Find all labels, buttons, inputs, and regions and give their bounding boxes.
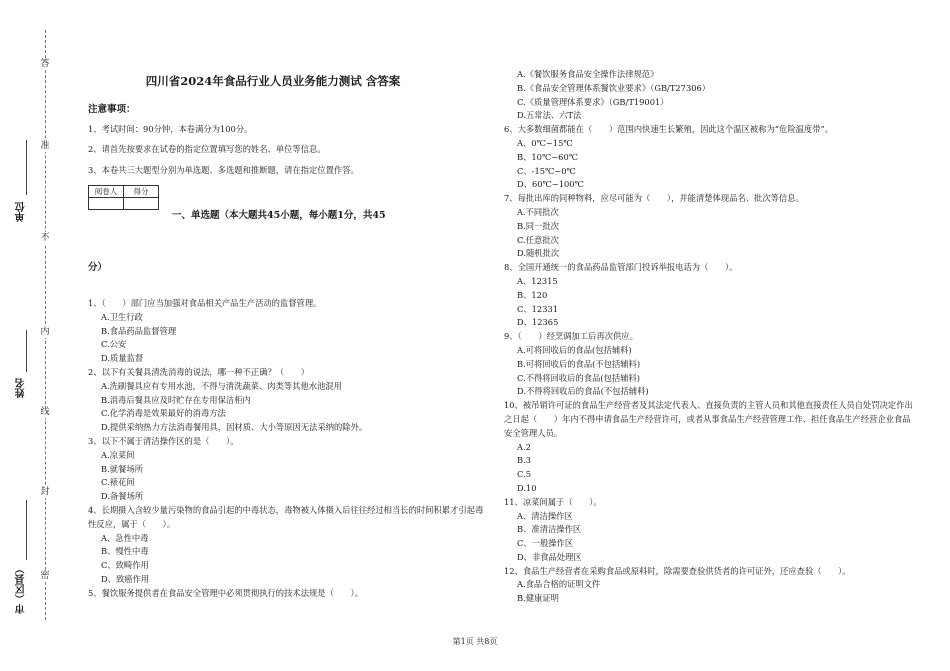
answer-option[interactable]: B.食品药品监督管理 — [101, 325, 177, 336]
question-text: 2、以下有关餐具清洗消毒的说法，哪一种不正确？（ ） — [88, 366, 309, 377]
notice-block — [88, 103, 488, 210]
question-text: 1、（ ）部门应当加强对食品相关产品生产活动的监督管理。 — [88, 298, 322, 308]
question-text: 8、全国开通统一的食品药品监管部门投诉举报电话为（ ）。 — [504, 262, 738, 273]
answer-option[interactable]: B.就餐场所 — [101, 463, 143, 474]
page-title: 四川省2024年食品行业人员业务能力测试 含答案 — [145, 74, 401, 88]
answer-option[interactable]: B、120 — [517, 289, 548, 300]
answer-option[interactable]: B.《食品安全管理体系餐饮业要求》（GB/T27306） — [517, 82, 711, 93]
notice-item: 3、本卷共三大题型分别为单选题、多选题和推断题，请在指定位置作答。 — [88, 165, 359, 176]
score-cell[interactable] — [124, 197, 159, 209]
answer-option[interactable]: D.质量监督 — [101, 353, 144, 364]
seal-char: 内 — [40, 327, 50, 337]
answer-option[interactable]: A.不同批次 — [517, 206, 559, 217]
answer-option[interactable]: C.公安 — [101, 339, 127, 350]
question-text: 3、以下不属于清洁操作区的是（ ）。 — [88, 435, 239, 446]
answer-option[interactable]: D.不得将回收后的食品(不包括辅料) — [517, 386, 649, 397]
answer-option[interactable]: B、10℃~60℃ — [517, 151, 579, 162]
answer-option[interactable]: D、致癌作用 — [101, 573, 150, 584]
question-text: 5、餐饮服务提供者在食品安全管理中必须贯彻执行的技术法规是（ ）。 — [88, 587, 363, 598]
answer-option[interactable]: A.2 — [517, 441, 531, 452]
answer-option[interactable]: B.健康证明 — [517, 593, 559, 604]
answer-option[interactable]: D.备餐场所 — [101, 491, 144, 502]
page-footer: 第1页 共8页 — [452, 637, 498, 646]
left-column — [88, 74, 488, 598]
score-table-header: 阅卷人 — [89, 185, 124, 197]
unit-label: 单位 — [16, 202, 27, 222]
answer-option[interactable]: A.洗刷餐具应有专用水池，不得与清洗蔬菜、肉类等其他水池混用 — [101, 380, 342, 391]
binding-strip — [0, 0, 75, 671]
answer-option[interactable]: D.提供采纳热力方法消毒餐用具，因材质、大小等原因无法采纳的除外。 — [101, 422, 368, 433]
answer-option[interactable]: B.3 — [517, 455, 532, 466]
answer-option[interactable]: C.化学消毒是效果最好的消毒方法 — [101, 408, 226, 419]
seal-char: 答 — [40, 59, 50, 69]
answer-option[interactable]: B.消毒后餐具应及时贮存在专用保洁柜内 — [101, 394, 251, 405]
answer-option[interactable]: A、急性中毒 — [101, 532, 149, 543]
answer-option[interactable]: C、-15℃~0℃ — [517, 165, 576, 176]
district-label: 市（区县） — [16, 564, 27, 614]
answer-option[interactable]: A、0℃~15℃ — [517, 137, 573, 148]
seal-char: 准 — [40, 141, 50, 151]
answer-option[interactable]: A、清洁操作区 — [517, 510, 573, 521]
answer-option[interactable]: D、非食品处理区 — [517, 551, 582, 562]
seal-dashed-line — [45, 30, 46, 620]
right-question-list — [504, 68, 916, 606]
answer-option[interactable]: A.《餐饮服务食品安全操作法律规范》 — [517, 69, 659, 79]
answer-option[interactable]: A、12315 — [517, 275, 558, 286]
score-table-header: 得分 — [124, 185, 159, 197]
answer-option[interactable]: C.裱花间 — [101, 477, 135, 488]
notice-heading: 注意事项： — [88, 103, 136, 115]
answer-option[interactable]: D.10 — [517, 482, 537, 493]
section-heading-line1: 一、单选题（本大题共45小题，每小题1分，共45 — [172, 210, 386, 221]
answer-option[interactable]: A.卫生行政 — [101, 311, 143, 322]
district-field[interactable] — [8, 500, 36, 630]
answer-option[interactable]: B.可将回收后的食品(不包括辅料) — [517, 358, 641, 369]
notice-item: 2、请首先按要求在试卷的指定位置填写您的姓名、单位等信息。 — [88, 144, 326, 155]
seal-char: 密 — [40, 571, 50, 581]
question-text: 7、每批出库的同种物料，应尽可能为（ ），并能清楚体现品名、批次等信息。 — [504, 193, 804, 204]
notice-item: 1、考试时间：90分钟，本卷满分为100分。 — [88, 123, 253, 134]
grader-cell[interactable] — [89, 197, 124, 209]
seal-char: 封 — [40, 487, 50, 497]
answer-option[interactable]: C、一般操作区 — [517, 538, 574, 549]
answer-option[interactable]: B、准清洁操作区 — [517, 524, 582, 535]
answer-option[interactable]: A.食品合格的证明文件 — [517, 579, 601, 590]
name-field[interactable] — [8, 330, 36, 420]
answer-option[interactable]: C、致畸作用 — [101, 560, 149, 571]
section-heading-line2: 分） — [88, 262, 108, 273]
answer-option[interactable]: A.可将回收后的食品(包括辅料) — [517, 344, 632, 355]
answer-option[interactable]: B、慢性中毒 — [101, 546, 149, 557]
question-text: 11、凉菜间属于（ ）。 — [504, 496, 602, 507]
answer-option[interactable]: C.《质量管理体系要求》（GB/T19001） — [517, 96, 669, 107]
answer-option[interactable]: C.任意批次 — [517, 234, 559, 245]
answer-option[interactable]: D、12365 — [517, 317, 559, 328]
question-text: 9、（ ）经烹调加工后再次供应。 — [504, 331, 638, 342]
seal-char: 不 — [40, 233, 50, 243]
answer-option[interactable]: A.凉菜间 — [101, 449, 135, 460]
left-question-list — [88, 297, 488, 601]
unit-field[interactable] — [8, 140, 36, 260]
score-table — [88, 185, 159, 210]
answer-option[interactable]: C、12331 — [517, 303, 559, 314]
answer-option[interactable]: D、60℃~100℃ — [517, 179, 584, 190]
answer-option[interactable]: C.5 — [517, 469, 531, 480]
question-text: 6、大多数细菌都能在（ ）范围内快速生长繁殖，因此这个温区被称为“危险温度带”。 — [504, 124, 834, 135]
answer-option[interactable]: D.五常法、六T法 — [517, 110, 582, 121]
question-text: 4、长期摄入含较少量污染物的食品引起的中毒状态，毒物被人体摄入后往往经过相当长的时间积累才引起毒性反应，属于（ ）。 — [88, 504, 484, 529]
seal-char: 线 — [40, 407, 50, 417]
answer-option[interactable]: D.随机批次 — [517, 248, 560, 259]
question-text: 10、被吊销许可证的食品生产经营者及其法定代表人、直接负责的主管人员和其他直接责任人员自处罚决定作出之日起（ ）年内不得申请食品生产经营许可，或者从事食品生产经营管理工作、担任食品生产经营企业食品安全管理人员。 — [504, 400, 913, 438]
answer-option[interactable]: B.同一批次 — [517, 220, 559, 231]
question-text: 12、食品生产经营者在采购食品或原料时，除需要查验供货者的许可证外，还应查验（ ）。 — [504, 565, 851, 576]
name-label: 姓名 — [16, 378, 27, 398]
answer-option[interactable]: C.不得将回收后的食品(包括辅料) — [517, 372, 641, 383]
